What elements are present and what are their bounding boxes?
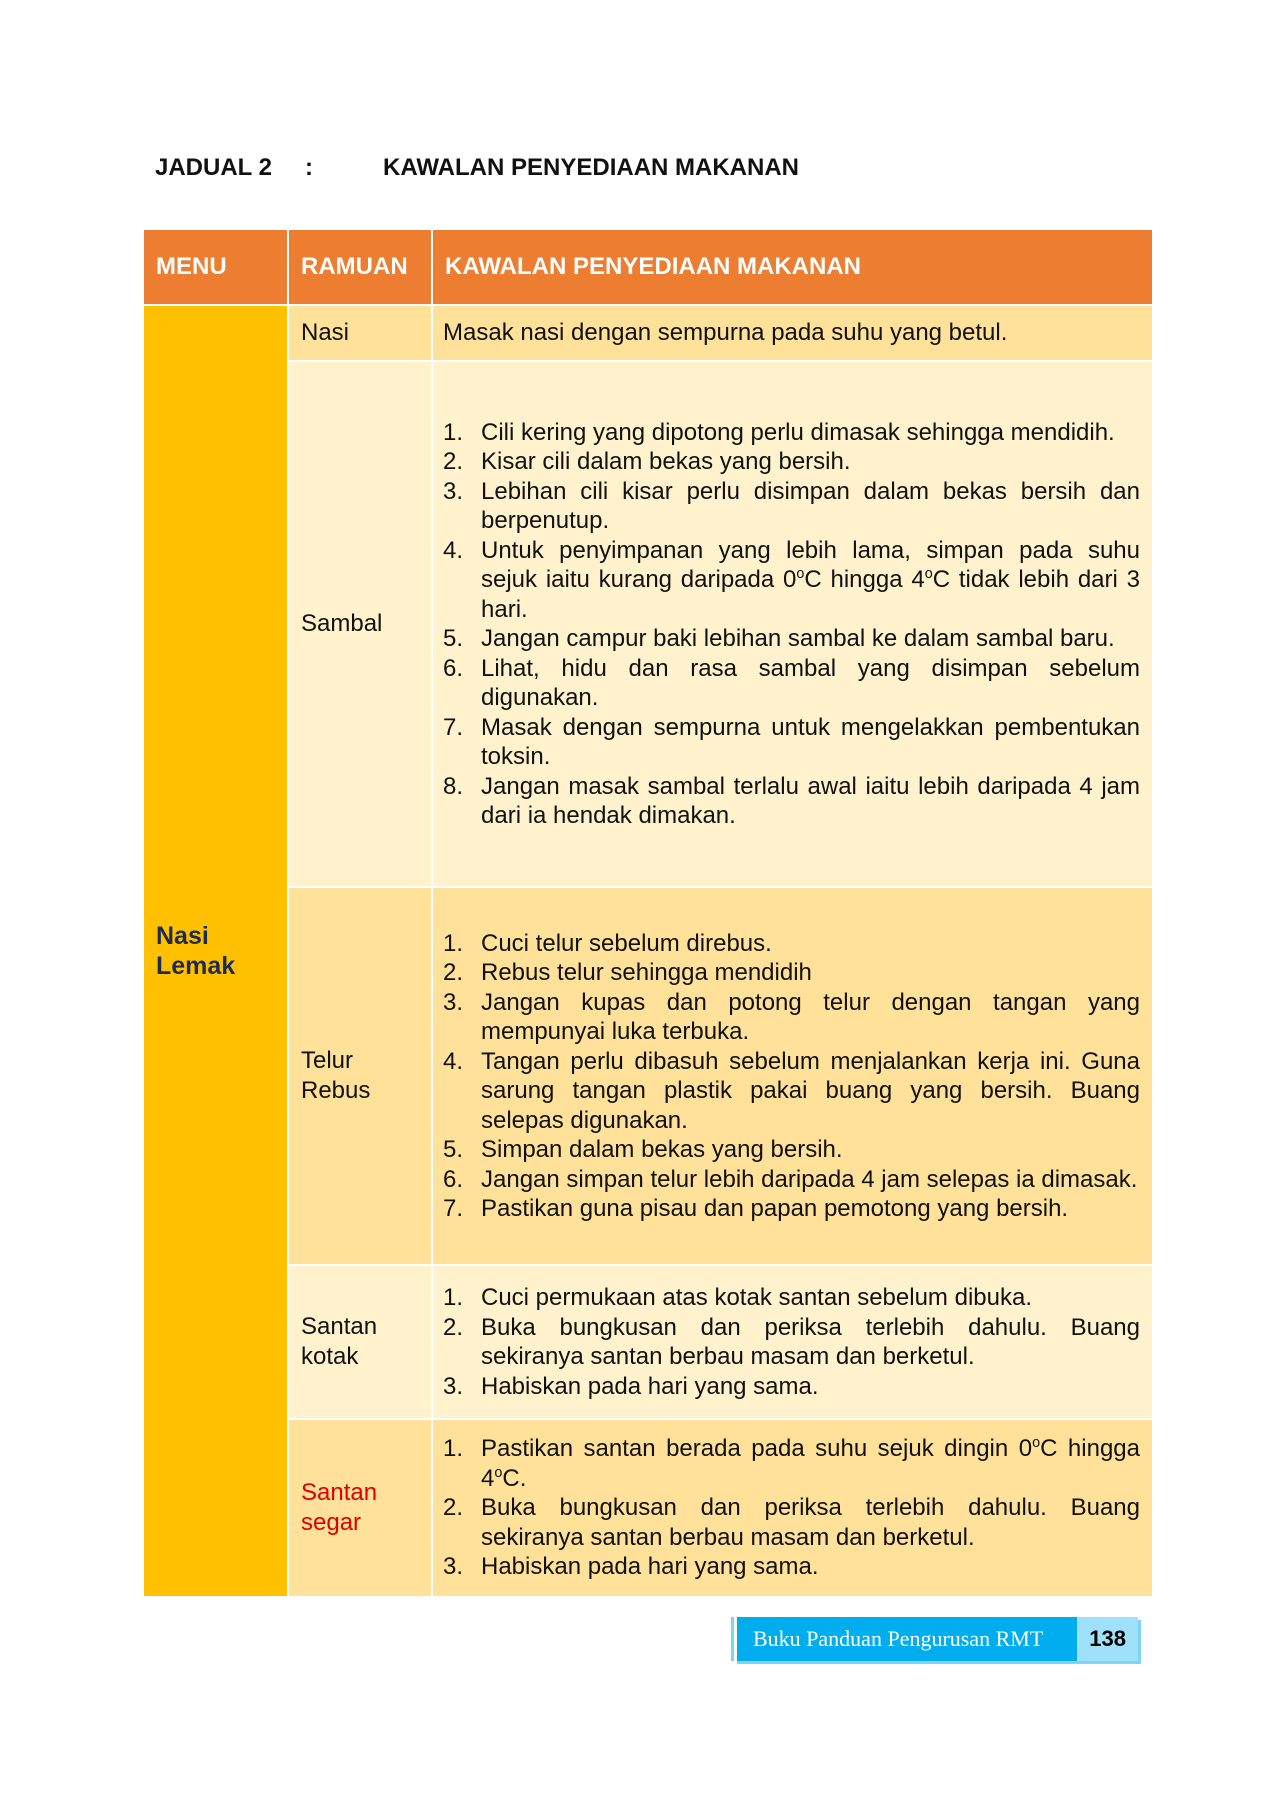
table-row [143,1265,1153,1419]
table-row [143,1419,1153,1597]
step-text: Habiskan pada hari yang sama. [481,1553,819,1581]
step-text: Jangan kupas dan potong telur dengan tangan yang mempunyai luka terbuka. [481,988,1140,1045]
ingredient-cell: Santan kotak [288,1265,432,1419]
header-menu: MENU [143,229,288,305]
step-text: Jangan simpan telur lebih daripada 4 jam selepas ia dimasak. [481,1165,1138,1193]
step-text: Simpan dalam bekas yang bersih. [481,1136,843,1163]
header-kawalan: KAWALAN PENYEDIAAN MAKANAN [432,229,1153,305]
step-item [443,418,1140,448]
step-item [443,1434,1140,1493]
step-text: Buka bungkusan dan periksa terlebih dahulu. Buang sekiranya santan berbau masam dan berketul. [481,1313,1140,1370]
step-text: Jangan campur baki lebihan sambal ke dalam sambal baru. [481,625,1115,652]
menu-cell: Nasi Lemak [143,305,288,1597]
step-item [443,477,1140,536]
step-number: 6. [443,654,464,682]
table-row [143,361,1153,887]
step-number: 3. [443,1553,464,1581]
step-text: Untuk penyimpanan yang lebih lama, simpan pada suhu sejuk iaitu kurang daripada 0$^o$C hingga 4$^o$C tidak lebih dari 3 hari. [481,536,1140,623]
control-steps-cell [432,1419,1153,1597]
step-item [443,447,1140,477]
step-number: 3. [443,477,464,505]
table-row [143,887,1153,1265]
step-item [443,1165,1140,1195]
degree-sign: o [1032,1435,1041,1452]
steps-list [443,929,1140,1224]
step-item [443,988,1140,1047]
degree-sign: o [924,566,933,582]
step-number: 2. [443,1494,464,1522]
ingredient-cell: Nasi [288,305,432,361]
steps-list [443,1434,1140,1582]
step-text: Habiskan pada hari yang sama. [481,1372,819,1400]
step-item [443,713,1140,772]
step-text: Cuci telur sebelum direbus. [481,929,772,957]
step-text: Kisar cili dalam bekas yang bersih. [481,448,851,475]
step-number: 4. [443,536,464,564]
page-footer [734,1617,1138,1661]
step-number: 3. [443,988,464,1016]
step-number: 2. [443,959,464,986]
step-number: 1. [443,418,464,446]
table-title: KAWALAN PENYEDIAAN MAKANAN [383,154,800,181]
step-text: Pastikan santan berada pada suhu sejuk dingin 0$^o$C hingga 4$^o$C. [481,1435,1140,1492]
table-header-row [143,229,1153,305]
step-text: Buka bungkusan dan periksa terlebih dahulu. Buang sekiranya santan berbau masam dan berketul. [481,1494,1140,1551]
step-number: 8. [443,772,464,800]
control-steps-cell [432,361,1153,887]
footer-page-number: 138 [1077,1617,1138,1661]
step-text: Cili kering yang dipotong perlu dimasak sehingga mendidih. [481,418,1115,446]
table-number: JADUAL 2 [155,154,272,181]
step-number: 1. [443,1284,464,1311]
control-steps-cell [432,887,1153,1265]
control-text: Masak nasi dengan sempurna pada suhu yang betul. [432,305,1153,361]
step-number: 4. [443,1047,464,1075]
table-row [143,305,1153,361]
step-item [443,958,1140,988]
degree-sign: o [796,566,805,582]
step-text: Tangan perlu dibasuh sebelum menjalankan kerja ini. Guna sarung tangan plastik pakai buang yang bersih. Buang selepas digunakan. [481,1047,1140,1134]
step-item [443,929,1140,959]
ingredient-cell: Santan segar [288,1419,432,1597]
header-ramuan: RAMUAN [288,229,432,305]
step-number: 5. [443,625,464,652]
step-number: 2. [443,448,464,475]
step-number: 7. [443,1195,464,1222]
step-text: Masak dengan sempurna untuk mengelakkan pembentukan toksin. [481,713,1140,770]
step-item [443,772,1140,831]
step-number: 5. [443,1136,464,1163]
step-number: 1. [443,1435,464,1463]
step-text: Pastikan guna pisau dan papan pemotong yang bersih. [481,1195,1069,1222]
step-number: 2. [443,1313,464,1341]
step-item [443,1194,1140,1224]
step-number: 6. [443,1165,464,1193]
step-text: Lebihan cili kisar perlu disimpan dalam bekas bersih dan berpenutup. [481,477,1140,534]
step-number: 3. [443,1372,464,1400]
step-item [443,1372,1140,1402]
degree-sign: o [494,1464,503,1481]
food-control-table [142,228,1154,1598]
step-item [443,1135,1140,1165]
step-item [443,624,1140,654]
step-item [443,1313,1140,1372]
step-text: Lihat, hidu dan rasa sambal yang disimpan sebelum digunakan. [481,654,1140,711]
page-heading [155,154,799,182]
steps-list [443,418,1140,831]
ingredient-cell: Telur Rebus [288,887,432,1265]
step-item [443,1493,1140,1552]
step-text: Rebus telur sehingga mendidih [481,959,812,986]
step-item [443,536,1140,625]
heading-colon: : [305,154,313,181]
steps-list [443,1283,1140,1401]
step-text: Jangan masak sambal terlalu awal iaitu lebih daripada 4 jam dari ia hendak dimakan. [481,772,1140,829]
step-item [443,1047,1140,1136]
step-text: Cuci permukaan atas kotak santan sebelum dibuka. [481,1284,1032,1311]
ingredient-cell: Sambal [288,361,432,887]
step-item [443,1283,1140,1313]
footer-book-title: Buku Panduan Pengurusan RMT [753,1626,1044,1651]
control-steps-cell [432,1265,1153,1419]
step-number: 1. [443,929,464,957]
step-item [443,1552,1140,1582]
step-number: 7. [443,713,464,741]
step-item [443,654,1140,713]
